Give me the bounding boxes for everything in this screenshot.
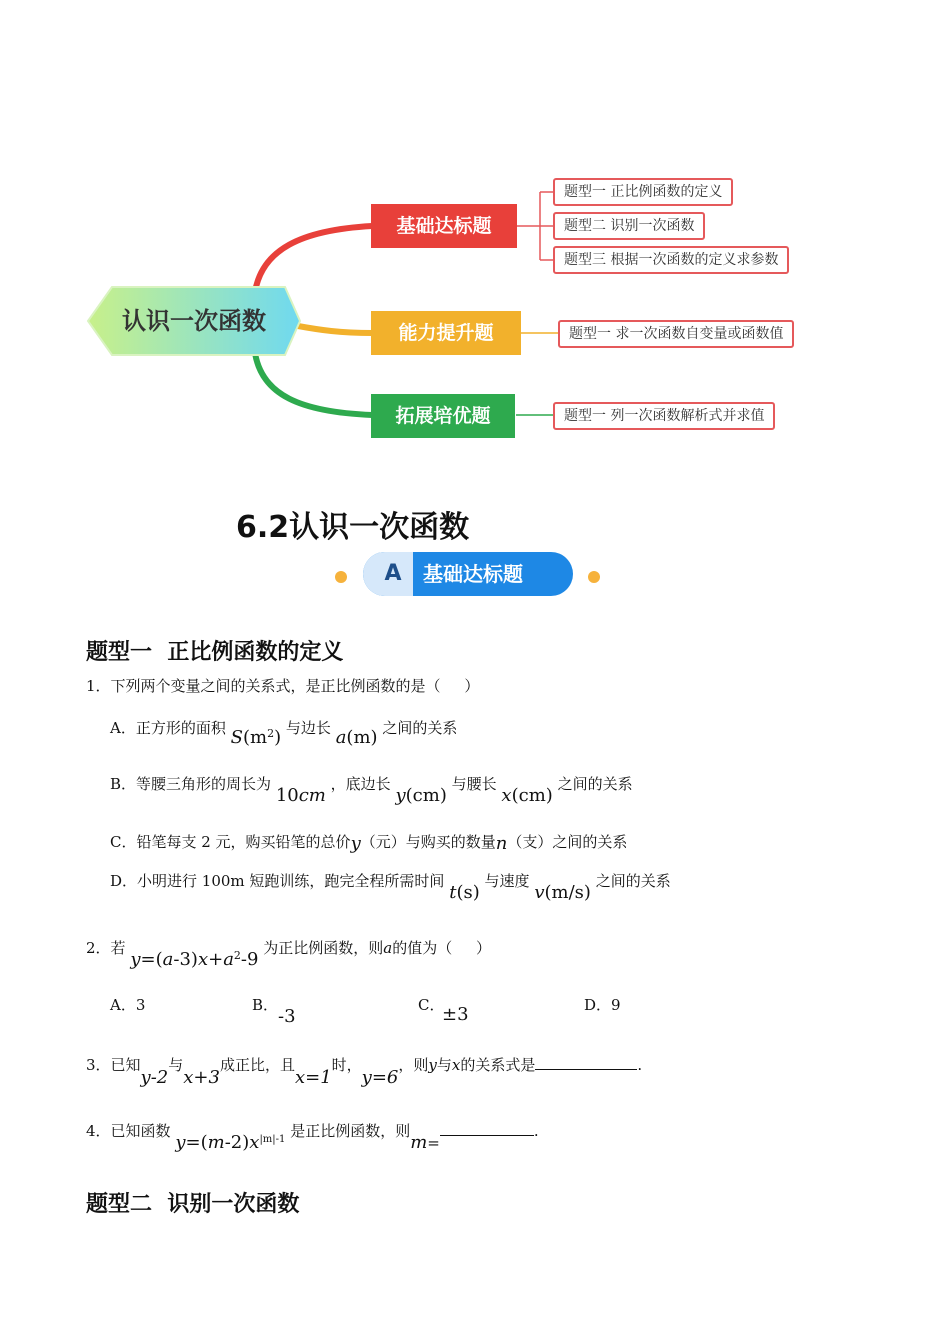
question-4: 4．已知函数 $y=(m-2)x^{|m|-1}$ 是正比例函数，则m=. <box>86 1122 539 1153</box>
question-2-option-c: C． ±3 <box>418 996 469 1025</box>
mind-map <box>0 0 950 460</box>
connector-basic <box>255 226 372 292</box>
question-1-stem: 1．下列两个变量之间的关系式，是正比例函数的是（ ） <box>86 677 480 695</box>
question-2-option-a: A．3 <box>110 996 146 1014</box>
branch-basic: 基础达标题 <box>371 204 517 248</box>
question-1-option-a: A．正方形的面积 $S(m^2)$ 与边长 a(m) 之间的关系 <box>110 719 458 748</box>
branch-ability: 能力提升题 <box>371 311 521 355</box>
banner-label: 基础达标题 <box>423 562 523 586</box>
branch-extend: 拓展培优题 <box>371 394 515 438</box>
question-1-option-d: D．小明进行 100m 短跑训练，跑完全程所需时间 t(s) 与速度 v(m/s) 之间的关系 <box>110 872 671 903</box>
connector-basic-items <box>517 192 553 260</box>
question-2-stem: 2．若 $y=(a-3)x+a^2-9$ 为正比例函数，则a的值为（ ） <box>86 939 492 970</box>
question-2-option-b: B． -3 <box>252 996 296 1027</box>
connector-extend <box>255 353 372 415</box>
question-1-option-c: C．铅笔每支 2 元，购买铅笔的总价y（元）与购买的数量n（支）之间的关系 <box>110 833 628 854</box>
connector-ability <box>298 326 372 333</box>
section-heading: 题型一 正比例函数的定义 <box>86 640 344 665</box>
section-banner <box>255 552 685 596</box>
mind-map-item: 题型一 列一次函数解析式并求值 <box>553 402 775 430</box>
question-3: 3．已知y-2与x+3成正比，且x=1时，y=6，则y与x的关系式是 . <box>86 1056 643 1088</box>
question-2-option-d: D．9 <box>584 996 621 1014</box>
mind-map-item: 题型三 根据一次函数的定义求参数 <box>553 246 789 274</box>
mind-map-item: 题型一 求一次函数自变量或函数值 <box>558 320 794 348</box>
banner-letter: A <box>384 561 402 586</box>
answer-blank[interactable] <box>440 1121 534 1136</box>
section-heading: 题型二 识别一次函数 <box>86 1192 300 1217</box>
mind-map-item: 题型一 正比例函数的定义 <box>553 178 733 206</box>
page-title: 6.2认识一次函数 <box>236 510 470 545</box>
answer-blank[interactable] <box>535 1055 637 1070</box>
mind-map-root: 认识一次函数 <box>122 307 266 335</box>
question-1-option-b: B．等腰三角形的周长为 10cm ，底边长 y(cm) 与腰长 x(cm) 之间的关系 <box>110 775 633 806</box>
mind-map-item: 题型二 识别一次函数 <box>553 212 705 240</box>
